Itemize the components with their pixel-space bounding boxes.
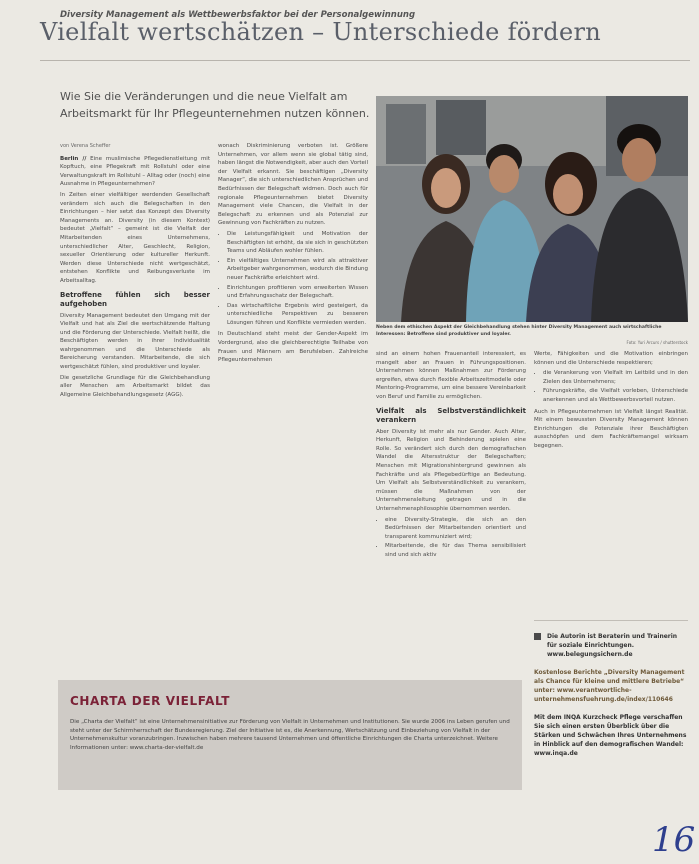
list-item: • die Verankerung von Vielfalt im Leitbild und in den Zielen des Unternehmens; [543, 369, 688, 386]
paragraph: Die gesetzliche Grundlage für die Gleichbehandlung aller Menschen am Arbeitsmarkt bildet das Allgemeine Gleichbehandlungsgesetz (AGG). [60, 374, 210, 398]
article-photo [376, 96, 688, 322]
info-sidebar [534, 632, 688, 767]
report-title: Kostenlose Berichte „Diversity Management als Chance für kleine und mittlere Betriebe“ [534, 669, 685, 685]
report-note [534, 668, 688, 704]
report-url[interactable]: unter: www.verantwortliche-unternehmensfuehrung.de/index/110646 [534, 687, 673, 703]
charta-title: CHARTA DER VIELFALT [70, 694, 231, 708]
paragraph-text: Eine muslimische Pflegedienstleitung mit Kopftuch, eine Pflegekraft mit Rollstuhl oder eine Verwaltungskraft im Rollstuhl – Alltag oder (noch) eine Ausnahme in Pflegeunternehmen? [60, 155, 210, 188]
article-deck: Wie Sie die Veränderungen und die neue Vielfalt am Arbeitsmarkt für Ihr Pflegeunternehmen nutzen können. [60, 90, 370, 120]
author-line: von Verena Scheffer [60, 143, 111, 149]
info-divider [534, 620, 688, 621]
paragraph: Werte, Fähigkeiten und die Motivation einbringen können und die Unterschiede respektieren; [534, 351, 688, 366]
list-item: • Ein vielfältiges Unternehmen wird als attraktiver Arbeitgeber wahrgenommen, wodurch die Bindung neuer Fachkräfte erleichtert wird. [227, 257, 368, 283]
author-note [534, 632, 688, 659]
text-column-1 [60, 142, 210, 401]
paragraph: In Deutschland steht meist der Gender-Aspekt im Vordergrund, also die gleichberechtigte Teilhabe von Frauen und Männern am Berufsleben. Zahlreiche Pflegeunternehmen [218, 331, 368, 364]
article-kicker: Diversity Management als Wettbewerbsfaktor bei der Personalgewinnung [60, 10, 416, 20]
list-item: • Führungskräfte, die Vielfalt vorleben, Unterschiede anerkennen und als Wettbewerbsvorteil nutzen. [543, 387, 688, 404]
text-column-4 [534, 350, 688, 453]
title-divider [40, 60, 690, 61]
list-item: • eine Diversity-Strategie, die sich an den Bedürfnissen der Mitarbeitenden orientiert und transparent kommuniziert wird; [385, 516, 526, 542]
inqa-note: Mit dem INQA Kurzcheck Pflege verschaffen Sie sich einen ersten Überblick über die Stärken und Schwächen Ihres Unternehmens in Hinblick auf den demografischen Wandel: www.inqa.de [534, 714, 687, 757]
article-title: Vielfalt wertschätzen – Unterschiede fördern [40, 18, 601, 46]
list-item: • Mitarbeitende, die für das Thema sensibilisiert sind und sich aktiv [385, 542, 526, 559]
charta-text: Die „Charta der Vielfalt“ ist eine Unternehmensinitiative zur Förderung von Vielfalt in Unternehmen und Institutionen. Sie wurde 2006 ins Leben gerufen und steht unter der Schirmherrschaft der Bundesregierung. Ziel der Initiative ist es, die Anerkennung, Wertschätzung und Einbeziehung von Vielfalt in der Unternehmenskultur voranzubringen. Inzwischen haben mehrere tausend Unternehmen und öffentliche Einrichtungen die Charta unterzeichnet. Weitere Informationen unter: www.charta-der-vielfalt.de [70, 719, 510, 751]
photo-credit: Foto: Yuri Arcurs / shutterstock [626, 340, 688, 345]
paragraph: Diversity Management bedeutet den Umgang mit der Vielfalt und hat als Ziel die wertschätzende Haltung und die Förderung der Unterschiede. Vielfalt heißt, die Beschäftigten werden in ihrer Individualität wahrgenommen und die Unterschiede als Bereicherung verstanden. Mitarbeitende, die sich wertgeschätzt fühlen, sind produktiver und loyaler. [60, 312, 210, 371]
paragraph: In Zeiten einer vielfältiger werdenden Gesellschaft verändern sich auch die Belegschaften in den Einrichtungen – hier setzt das Konzept des Diversity Managements an. Diversity (in diesem Kontext) bedeutet „Vielfalt“ – gemeint ist die Vielfalt der Mitarbeitenden eines Unternehmens, unterschiedlicher Alter, Geschlecht, Religion, sexueller Orientierung oder kultureller Herkunft. Werden diese Unterschiede nicht wertgeschätzt, entstehen Konflikte und Reibungsverluste im Arbeitsalltag. [60, 191, 210, 284]
square-bullet-icon [534, 633, 541, 640]
subheading: Vielfalt als Selbstverständlichkeit verankern [376, 406, 526, 424]
text-column-3 [376, 350, 526, 562]
list-item: • Einrichtungen profitieren vom erweiterten Wissen und Erfahrungsschatz der Belegschaft. [227, 284, 368, 301]
paragraph: Aber Diversity ist mehr als nur Gender. Auch Alter, Herkunft, Religion und Behinderung spielen eine Rolle. So verändert sich durch den demografischen Wandel die Altersstruktur der Belegschaften; Menschen mit Migrationshintergrund gewinnen als Fachkräfte und als Pflegebedürftige an Bedeutung. Um Vielfalt als Selbstverständlichkeit zu verankern, müssen die Maßnahmen von der Unternehmensleitung getragen und in die Unternehmensphilosophie übernommen werden. [376, 428, 526, 512]
page-number: 16 [652, 820, 696, 860]
dateline: Berlin // [60, 155, 87, 162]
author-note-text: Die Autorin ist Beraterin und Trainerin für soziale Einrichtungen. www.belegungsichern.de [547, 633, 678, 658]
list-item: • Die Leistungsfähigkeit und Motivation der Beschäftigten ist erhöht, da sie sich in geschützten Teams und Abläufen wohler fühlen. [227, 230, 368, 256]
bullet-list [376, 516, 526, 560]
bullet-list [218, 230, 368, 328]
photo-caption: Neben dem ethischen Aspekt der Gleichbehandlung stehen hinter Diversity Management auch wirtschaftliche Interessen: Betroffene sind produktiver und loyaler. [376, 325, 662, 337]
paragraph: wonach Diskriminierung verboten ist. Größere Unternehmen, vor allem wenn sie global tätig sind, haben längst die Notwendigkeit, aber auch den Vorteil der Vielfalt erkannt. Sie beschäftigen „Diversity Manager“, die sich unterschiedlichen Ansprüchen und Bedürfnissen der Belegschaft widmen. Doch auch für regionale Pflegeunternehmen bietet Diversity Management viele Chancen, die Vielfalt in der Belegschaft zu erkennen und als Potenzial zur Gewinnung von Fachkräften zu nutzen. [218, 143, 368, 227]
charta-box [58, 680, 522, 790]
paragraph: sind an einem hohen Frauenanteil interessiert, es mangelt aber an Frauen in Führungspositionen. Unternehmen können Maßnahmen zur Förderung ergreifen, etwa durch flexible Arbeitszeitmodelle oder Mentoring-Programme, um eine bessere Vereinbarkeit von Beruf und Familie zu ermöglichen. [376, 351, 526, 400]
bullet-list [534, 369, 688, 404]
subheading: Betroffene fühlen sich besser aufgehoben [60, 290, 210, 308]
group-photo-illustration [376, 96, 688, 322]
text-column-2 [218, 142, 368, 367]
list-item: • Das wirtschaftliche Ergebnis wird gesteigert, da unterschiedliche Perspektiven zu besseren Lösungen führen und Konflikte vermieden werden. [227, 302, 368, 328]
paragraph: Auch in Pflegeunternehmen ist Vielfalt längst Realität. Mit einem bewussten Diversity Management können Einrichtungen die Potenziale ihrer Beschäftigten ausschöpfen und dem Fachkräftemangel wirksam begegnen. [534, 408, 688, 449]
paragraph [60, 155, 210, 189]
